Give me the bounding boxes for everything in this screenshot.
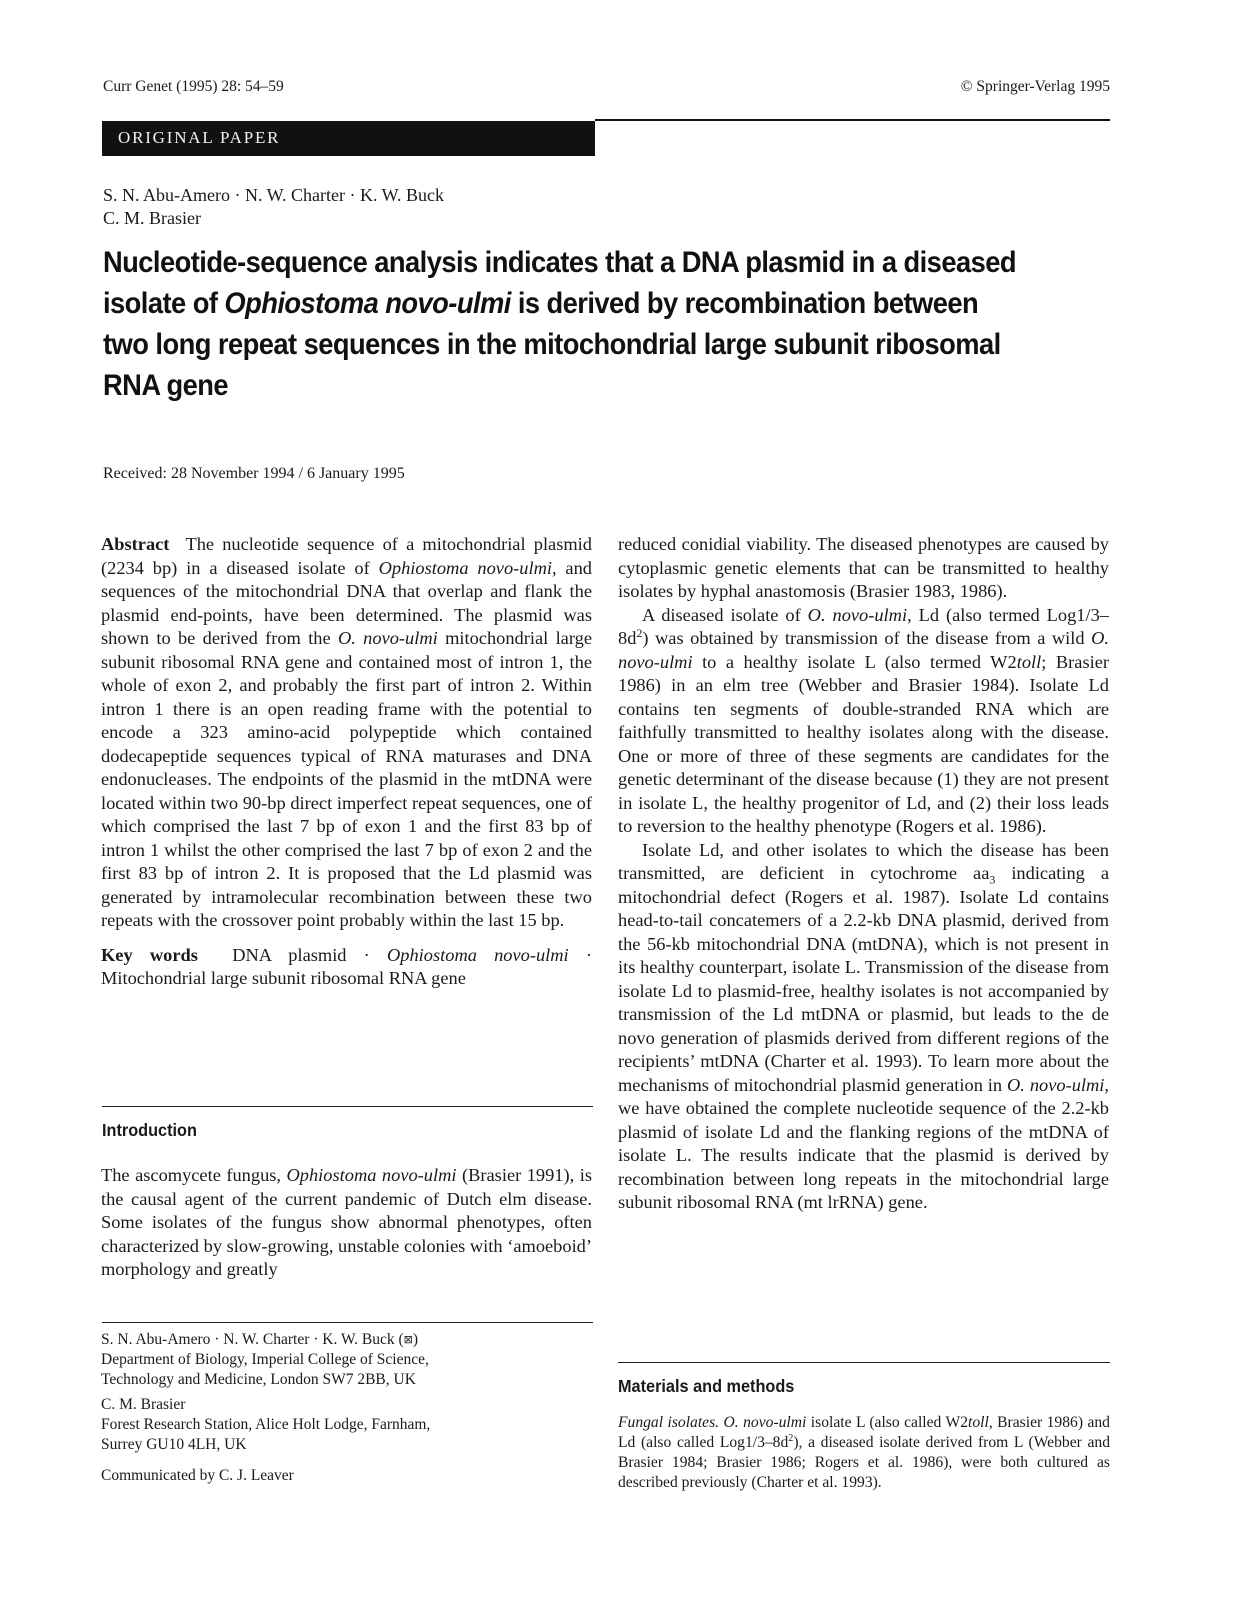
article-type-banner: ORIGINAL PAPER [102,121,595,156]
affil-authors-end: ) [412,1331,419,1348]
intro-p2-text-3: ) was obtained by transmission of the disease from a wild [642,628,1092,648]
intro-p2-superscript: 2 [636,625,643,640]
introduction-heading: Introduction [102,1120,197,1140]
section-rule-methods [618,1362,1110,1363]
affil-author-2: C. M. Brasier [101,1396,186,1413]
section-rule [102,1106,593,1107]
methods-text-3: ), a diseased isolate derived from L (Webber and Brasier 1984; Brasier 1986; Rogers et al. 1986), were both cultured as described previously (Charter et al. 1993). [618,1434,1110,1491]
introduction-left-text [101,1164,592,1282]
intro-paragraph-3 [618,839,1109,1215]
intro-p2-species-1: O. novo-ulmi [807,604,908,625]
affil-authors-text: S. N. Abu-Amero · N. W. Charter · K. W. Buck ( [101,1331,404,1348]
methods-strain: toll [968,1414,989,1431]
journal-reference: Curr Genet (1995) 28: 54–59 [103,78,284,95]
methods-runin: Fungal isolates. [618,1414,720,1431]
introduction-right-text [618,533,1109,1215]
intro-p3-text-2: indicating a mitochondrial defect (Rogers et al. 1987). Isolate Ld contains head-to-tail concatemers of a 2.2-kb DNA plasmid, derived from the 56-kb mitochondrial DNA (mtDNA), which is not present in its healthy counterpart, isolate L. Transmission of the disease from isolate Ld to plasmid-free, healthy isolates is not accompanied by transmission of the Ld mtDNA or plasmid, but leads to the de novo generation of plasmids derived from different regions of the recipients’ mtDNA (Charter et al. 1993). To learn more about the mechanisms of mitochondrial plasmid generation in [618,863,1109,1095]
methods-paragraph [618,1413,1110,1493]
footnote-rule [102,1322,593,1323]
abstract-text-1: The nucleotide sequence of a mitochondrial plasmid (2234 bp) in a diseased isolate of [101,534,592,578]
title-part-2: is derived by recombination between two long repeat sequences in the mitochondrial large subunit ribosomal RNA gene [103,287,1001,402]
keywords-text-1: DNA plasmid · [232,944,387,965]
abstract-species-2: O. novo-ulmi [337,628,438,648]
intro-paragraph-2 [618,604,1109,839]
keywords-text-2: · Mitochondrial large subunit ribosomal RNA gene [101,944,592,988]
abstract-paragraph [101,533,592,933]
abstract-label: Abstract [101,534,170,554]
intro-p3-text-1: Isolate Ld, and other isolates to which the disease has been transmitted, are deficient in cytochrome aa [618,839,1109,883]
author-line-1: S. N. Abu-Amero · N. W. Charter · K. W. Buck [103,185,444,205]
affiliations [101,1330,592,1486]
copyright-notice: © Springer-Verlag 1995 [960,78,1110,95]
abstract-text-3: mitochondrial large subunit ribosomal RNA gene and contained most of intron 1, the whole of exon 2, and probably the first part of intron 2. Within intron 1 there is an open reading frame with the potential to encode a 323 amino-acid polypeptide which contained dodecapeptide sequences typical of RNA maturases and DNA endonucleases. The endpoints of the plasmid in the mtDNA were located within two 90-bp direct imperfect repeat sequences, one of which comprised the last 7 bp of exon 1 and the first 83 bp of intron 1 whilst the other comprised the last 7 bp of exon 2 and the first 83 bp of intron 2. It is proposed that the Ld plasmid was generated by intramolecular recombination between these two repeats with the crossover point probably within the last 15 bp. [101,628,592,930]
intro-p3-subscript: 3 [989,872,996,887]
communicated-by: Communicated by C. J. Leaver [101,1467,294,1484]
methods-species: O. novo-ulmi [723,1414,807,1431]
keywords-species: Ophiostoma novo-ulmi [387,944,569,965]
intro-p2-text-5: ; Brasier 1986) in an elm tree (Webber and Brasier 1984). Isolate Ld contains ten segments of double-stranded RNA which are faithfully transmitted to healthy isolates along with the disease. One or more of three of these segments are candidates for the genetic determinant of the disease because (1) they are not present in isolate L, the healthy progenitor of Ld, and (2) their loss leads to reversion to the healthy phenotype (Rogers et al. 1986). [618,651,1109,836]
intro-p2-strain: toll [1016,651,1042,672]
envelope-icon: ⊠ [403,1333,413,1346]
intro-p2-species-2: O. novo-ulmi [618,628,1109,672]
abstract-species-1: Ophiostoma novo-ulmi [378,557,552,578]
author-list [103,184,444,230]
methods-heading: Materials and methods [618,1376,795,1396]
methods-text-2: , Brasier 1986) and Ld (also called Log1/3–8d [618,1414,1110,1451]
affil-authors-1 [101,1330,592,1350]
title-species: Ophiostoma novo-ulmi [224,287,511,320]
keywords-paragraph [101,944,592,991]
methods-superscript: 2 [788,1432,794,1444]
intro-p1-text-2: (Brasier 1991), is the causal agent of the current pandemic of Dutch elm disease. Some isolates of the fungus show abnormal phenotypes, often characterized by slow-growing, unstable colonies with ‘amoeboid’ morphology and greatly [101,1165,592,1279]
intro-p1-species: Ophiostoma novo-ulmi [286,1165,457,1185]
intro-p3-species: O. novo-ulmi [1007,1074,1105,1095]
received-dates: Received: 28 November 1994 / 6 January 1995 [103,465,405,482]
intro-p1-text-1: The ascomycete fungus, [101,1165,287,1185]
intro-p2-text-4: to a healthy isolate L (also termed W2 [692,651,1017,672]
intro-paragraph-1-continued: reduced conidial viability. The diseased phenotypes are caused by cytoplasmic genetic elements that can be transmitted to healthy isolates by hyphal anastomosis (Brasier 1983, 1986). [618,534,1109,601]
abstract-text-2: , and sequences of the mitochondrial DNA that overlap and flank the plasmid end-points, have been determined. The plasmid was shown to be derived from the [101,557,592,648]
methods-text-1: isolate L (also called W2 [806,1414,969,1431]
article-title [103,242,1022,406]
affil-address-2-line-2: Surrey GU10 4LH, UK [101,1436,247,1453]
abstract-section [101,533,592,991]
intro-p2-text-1: A diseased isolate of [642,604,808,625]
intro-paragraph-1 [101,1164,592,1282]
intro-p2-text-2: , Ld (also termed Log1/3–8d [618,604,1109,648]
keywords-label: Key words [101,944,198,965]
header-rule [595,119,1110,121]
intro-p3-text-3: , we have obtained the complete nucleotide sequence of the 2.2-kb plasmid of isolate Ld and the flanking regions of the mtDNA of isolate L. The results indicate that the plasmid is derived by recombination between long repeats in the mitochondrial large subunit ribosomal RNA (mt lrRNA) gene. [618,1074,1110,1212]
affil-address-1-line-1: Department of Biology, Imperial College of Science, [101,1351,429,1368]
affil-address-1-line-2: Technology and Medicine, London SW7 2BB, UK [101,1371,416,1388]
affil-address-2-line-1: Forest Research Station, Alice Holt Lodge, Farnham, [101,1416,431,1433]
author-line-2: C. M. Brasier [103,208,201,228]
title-part-1: Nucleotide-sequence analysis indicates that a DNA plasmid in a diseased isolate of [103,246,1017,320]
